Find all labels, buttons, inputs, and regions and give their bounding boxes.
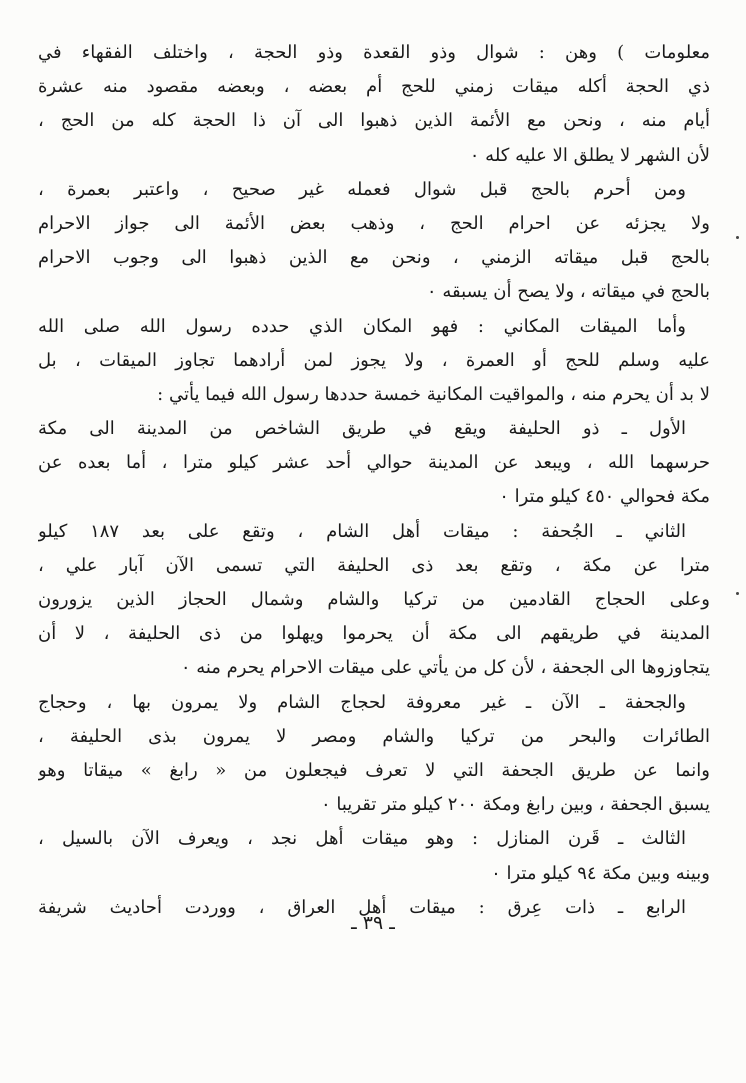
- text-line: الرابع ـ ذات عِرق : ميقات أهل العراق ، ووردت أحاديث شريفة: [38, 896, 686, 918]
- text-line: مترا عن مكة ، وتقع بعد ذى الحليفة التي تسمى الآن آبار علي ،: [38, 554, 710, 576]
- text-line: لا بد أن يحرم منه ، والمواقيت المكانية خمسة حددها رسول الله فيما يأتي :: [157, 383, 710, 405]
- text-line: المدينة في طريقهم الى مكة أن يحرموا ويهلوا من ذى الحليفة ، لا أن: [38, 623, 710, 645]
- text-line: الأول ـ ذو الحليفة ويقع في طريق الشاخص من المدينة الى مكة: [38, 418, 686, 440]
- text-line: وبينه وبين مكة ٩٤ كيلو مترا ٠: [491, 862, 710, 884]
- paragraph: [38, 36, 710, 173]
- text-line: ذي الحجة أكله ميقات زمني للحج أم بعضه ، وبعضه مقصود منه عشرة: [38, 76, 710, 98]
- scan-speck: [736, 236, 739, 239]
- text-line: عليه وسلم للحج أو العمرة ، ولا يجوز لمن أرادهما تجاوز الميقات ، بل: [38, 349, 710, 371]
- text-line: بالحج قبل ميقاته الزمني ، ونحن مع الذين ذهبوا الى وجوب الاحرام: [38, 247, 710, 269]
- text-line: وعلى الحجاج القادمين من تركيا والشام وشمال الحجاز الذين يزورون: [38, 589, 710, 610]
- text-line: بالحج في ميقاته ، ولا يصح أن يسبقه ٠: [426, 281, 710, 303]
- text-line: وانما عن طريق الجحفة التي لا تعرف فيجعلون من « رابغ » ميقاتا وهو: [38, 759, 710, 781]
- body-text: [38, 36, 710, 925]
- paragraph: [38, 515, 710, 686]
- text-line: ولا يجزئه عن احرام الحج ، وذهب بعض الأئمة الى جواز الاحرام: [38, 212, 710, 234]
- text-line: الثاني ـ الجُحفة : ميقات أهل الشام ، وتقع على بعد ١٨٧ كيلو: [38, 520, 686, 542]
- text-line: الثالث ـ قَرن المنازل : وهو ميقات أهل نجد ، ويعرف الآن بالسيل ،: [38, 828, 686, 850]
- text-line: أيام منه ، ونحن مع الأئمة الذين ذهبوا الى آن ذا الحجة كله من الحج ،: [38, 110, 710, 132]
- paragraph: [38, 310, 710, 413]
- text-line: مكة فحوالي ٤٥٠ كيلو مترا ٠: [499, 486, 710, 508]
- text-line: لأن الشهر لا يطلق الا عليه كله ٠: [469, 144, 710, 166]
- text-line: يسبق الجحفة ، وبين رابغ ومكة ٢٠٠ كيلو متر تقريبا ٠: [321, 794, 710, 816]
- text-line: معلومات ) وهن : شوال وذو القعدة وذو الحجة ، واختلف الفقهاء في: [38, 42, 710, 63]
- paragraph: [38, 822, 710, 890]
- text-line: ومن أحرم بالحج قبل شوال فعمله غير صحيح ، واعتبر بعمرة ،: [38, 178, 686, 200]
- text-line: وأما الميقات المكاني : فهو المكان الذي حدده رسول الله صلى الله: [38, 315, 686, 337]
- paragraph: [38, 686, 710, 823]
- paragraph: [38, 173, 710, 310]
- text-line: الطائرات والبحر من تركيا والشام ومصر لا يمرون بذى الحليفة ،: [38, 725, 710, 747]
- text-line: حرسهما الله ، ويبعد عن المدينة حوالي أحد عشر كيلو مترا ، أما بعده عن: [38, 452, 710, 474]
- page-number: ـ ٣٩ ـ: [351, 912, 395, 934]
- text-line: يتجاوزوها الى الجحفة ، لأن كل من يأتي على ميقات الاحرام يحرم منه ٠: [180, 657, 710, 679]
- scan-speck: [736, 592, 739, 595]
- paragraph: [38, 412, 710, 515]
- text-line: والجحفة ـ الآن ـ غير معروفة لحجاج الشام ولا يمرون بها ، وحجاج: [38, 691, 686, 713]
